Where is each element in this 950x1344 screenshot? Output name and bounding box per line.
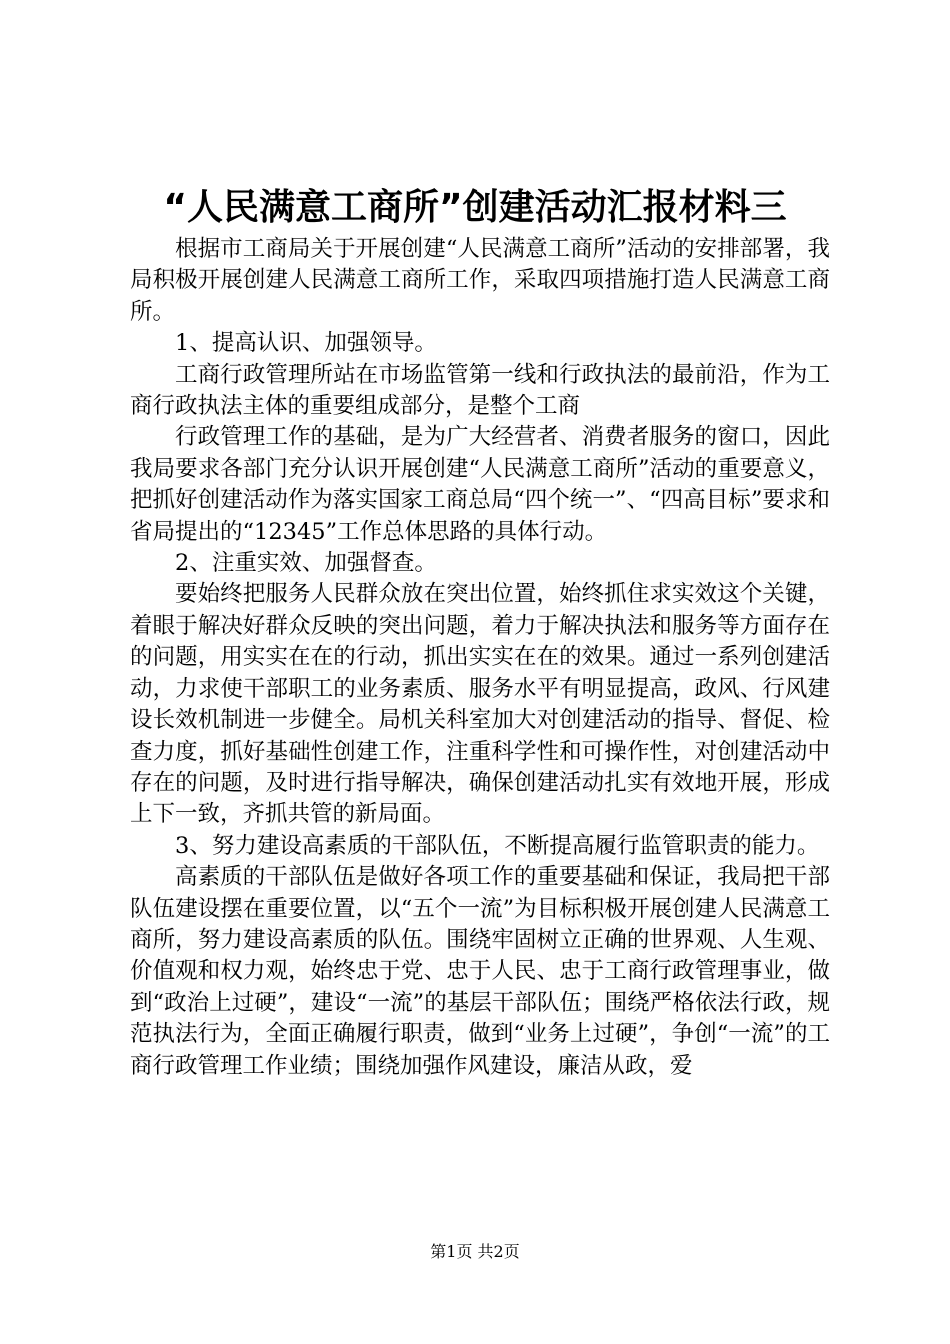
paragraph-section-1a: 工商行政管理所站在市场监管第一线和行政执法的最前沿，作为工商行政执法主体的重要组成部分，是整个工商 <box>130 361 830 420</box>
paragraph-intro: 根据市工商局关于开展创建“人民满意工商所”活动的安排部署，我局积极开展创建人民满意工商所工作，采取四项措施打造人民满意工商所。 <box>130 236 830 325</box>
paragraph-section-1b: 行政管理工作的基础，是为广大经营者、消费者服务的窗口，因此我局要求各部门充分认识开展创建“人民满意工商所”活动的重要意义，把抓好创建活动作为落实国家工商总局“四个统一”、“四高目标”要求和省局提出的“12345”工作总体思路的具体行动。 <box>130 424 830 545</box>
paragraph-section-2: 要始终把服务人民群众放在突出位置，始终抓住求实效这个关键，着眼于解决好群众反映的突出问题，着力于解决执法和服务等方面存在的问题，用实实在在的行动，抓出实实在在的效果。通过一系列创建活动，力求使干部职工的业务素质、服务水平有明显提高，政风、行风建设长效机制进一步健全。局机关科室加大对创建活动的指导、督促、检查力度，抓好基础性创建工作，注重科学性和可操作性，对创建活动中存在的问题，及时进行指导解决，确保创建活动扎实有效地开展，形成上下一致，齐抓共管的新局面。 <box>130 581 830 828</box>
page-number-footer: 第1页 共2页 <box>430 1242 520 1261</box>
paragraph-section-3: 高素质的干部队伍是做好各项工作的重要基础和保证，我局把干部队伍建设摆在重要位置，以“五个一流”为目标积极开展创建人民满意工商所，努力建设高素质的队伍。围绕牢固树立正确的世界观、人生观、价值观和权力观，始终忠于党、忠于人民、忠于工商行政管理事业，做到“政治上过硬”，建设“一流”的基层干部队伍；围绕严格依法行政，规范执法行为，全面正确履行职责，做到“业务上过硬”，争创“一流”的工商行政管理工作业绩；围绕加强作风建设，廉洁从政，爱 <box>130 864 830 1079</box>
document-body <box>130 234 830 1082</box>
heading-section-2: 2、注重实效、加强督查。 <box>175 550 437 577</box>
heading-section-1: 1、提高认识、加强领导。 <box>175 330 437 357</box>
document-title: “人民满意工商所”创建活动汇报材料三 <box>163 187 787 228</box>
heading-section-3: 3、努力建设高素质的干部队伍，不断提高履行监管职责的能力。 <box>175 832 820 859</box>
